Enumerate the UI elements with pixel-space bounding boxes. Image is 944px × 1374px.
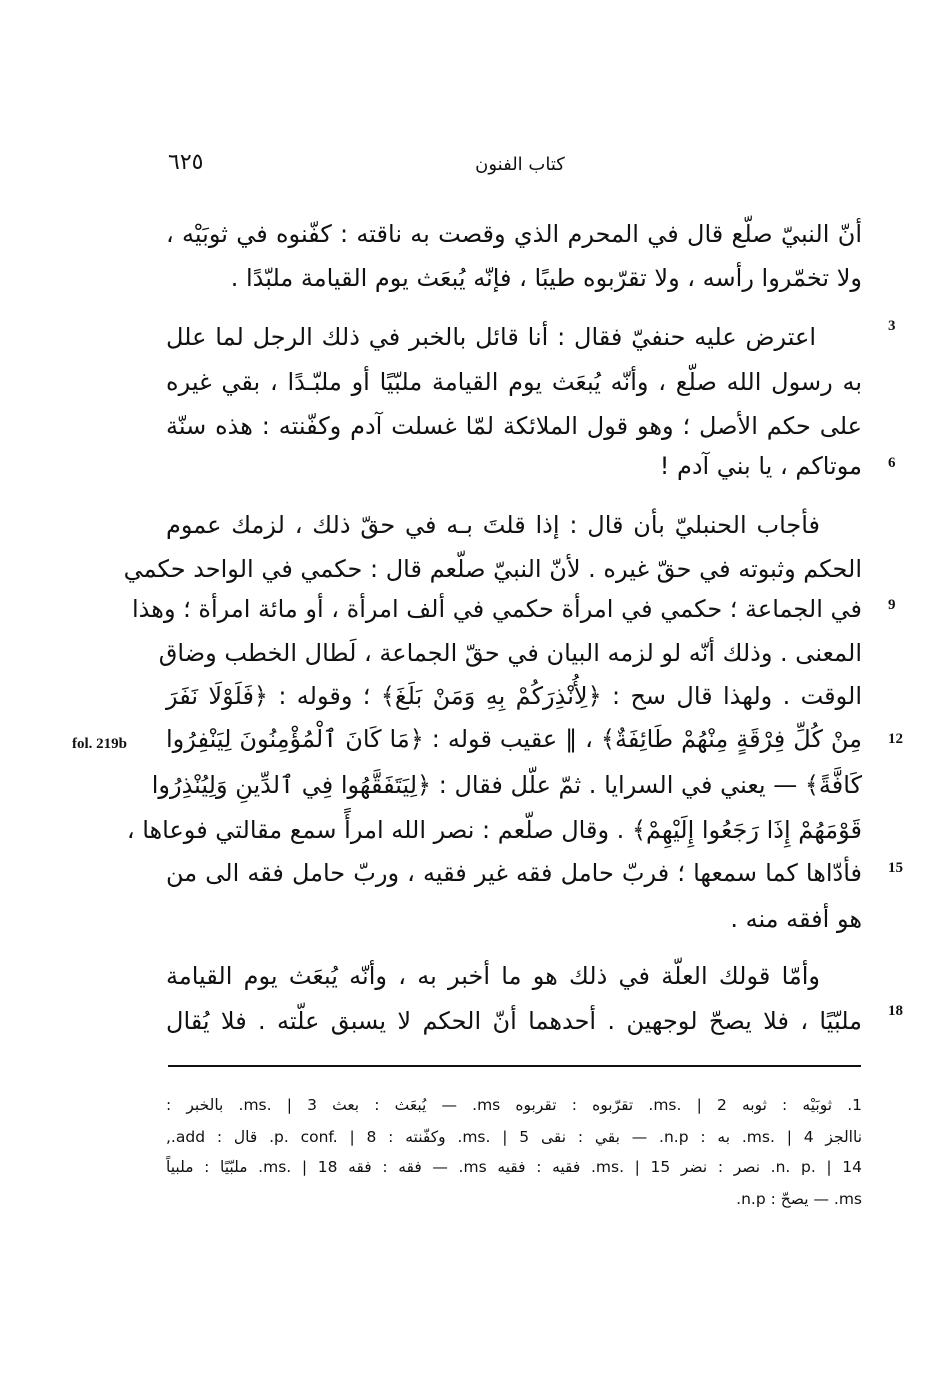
footnote-line: n. p. | 14. نصر : نضر ms. | 15. فقيه : فقيه ms. — فقه : فقه ms. | 18. ملبّيًا : ملبياً: [166, 1158, 862, 1176]
line-number: 3: [888, 318, 896, 334]
running-title: كتاب الفنون: [475, 154, 565, 175]
text-line: في الجماعة ؛ حكمي في امرأة حكمي في ألف امرأة ، أو مائة امرأة ؛ وهذا: [132, 595, 862, 623]
line-number: 18: [888, 1003, 903, 1019]
text-line: المعنى . وذلك أنّه لو لزمه البيان في حقّ الجماعة ، لَطال الخطب وضاق: [158, 639, 862, 667]
line-number: 12: [888, 731, 903, 747]
text-line: ولا تخمّروا رأسه ، ولا تقرّبوه طيبًا ، فإنّه يُبعَث يوم القيامة ملبّدًا .: [230, 264, 862, 292]
footnote-line: 1. ثوبَيْه : ثوبه ms. | 2. تقرّبوه : تقربوه ms. — يُبعَث : بعث ms. | 3. بالخبر :: [166, 1096, 863, 1114]
footnote-line: ms. — يصحّ : n.p.: [736, 1190, 862, 1208]
page-number: ٦٢٥: [168, 150, 204, 175]
text-line: موتاكم ، يا بني آدم !: [659, 452, 862, 480]
text-line: فأجاب الحنبليّ بأن قال : إذا قلتَ بـه في حقّ ذلك ، لزمك عموم: [166, 511, 820, 539]
line-number: 6: [888, 455, 896, 471]
footnote-line: ناالجز ms. | 4. به : n.p. — بقي : نقى ms. | 5. وكفّنته : p. conf. | 8. قال : add.,: [166, 1128, 863, 1146]
line-number: 15: [888, 860, 903, 876]
text-line: فأدّاها كما سمعها ؛ فربّ حامل فقه غير فقيه ، وربّ حامل فقه الى من: [166, 859, 862, 887]
text-line: أنّ النبيّ صلّع قال في المحرم الذي وقصت به ناقته : كفّنوه في ثوبَيْه ،: [166, 220, 862, 248]
text-line: الوقت . ولهذا قال سح : ﴿لِأُنْذِرَكُمْ بِهِ وَمَنْ بَلَغَ﴾ ؛ وقوله : ﴿فَلَوْلَا نَفَرَ: [166, 682, 862, 710]
footnote-divider: [168, 1065, 861, 1067]
text-line: به رسول الله صلّع ، وأنّه يُبعَث يوم القيامة ملبّيًا أو ملبّـدًا ، بقي غيره: [166, 368, 862, 396]
line-number: 9: [888, 597, 896, 613]
text-line: ملبّيًا ، فلا يصحّ لوجهين . أحدهما أنّ الحكم لا يسبق علّته . فلا يُقال: [166, 1007, 862, 1035]
text-line: على حكم الأصل ؛ وهو قول الملائكة لمّا غسلت آدم وكفّنته : هذه سنّة: [166, 412, 862, 440]
text-line: مِنْ كُلِّ فِرْقَةٍ مِنْهُمْ طَائِفَةٌ﴾ ، ‖ عقيب قوله : ﴿مَا كَانَ ٱلْمُؤْمِنُونَ لِيَنْفِرُوا: [166, 725, 862, 753]
text-line: وأمّا قولك العلّة في ذلك هو ما أخبر به ، وأنّه يُبعَث يوم القيامة: [166, 962, 820, 990]
text-line: قَوْمَهُمْ إِذَا رَجَعُوا إِلَيْهِمْ﴾ . وقال صلّعم : نصر الله امرأً سمع مقالتي فوعاها ،: [126, 816, 862, 844]
folio-marker: fol. 219b: [72, 736, 128, 752]
text-line: كَافَّةً﴾ — يعني في السرايا . ثمّ علّل فقال : ﴿لِيَتَفَقَّهُوا فِي ٱلدِّينِ وَلِيُنْذِرُوا: [151, 771, 862, 799]
text-line: هو أفقه منه .: [730, 905, 862, 933]
text-line: الحكم وثبوته في حقّ غيره . لأنّ النبيّ صلّعم قال : حكمي في الواحد حكمي: [123, 555, 862, 583]
text-line: اعترض عليه حنفيّ فقال : أنا قائل بالخبر في ذلك الرجل لما علل: [166, 323, 816, 351]
